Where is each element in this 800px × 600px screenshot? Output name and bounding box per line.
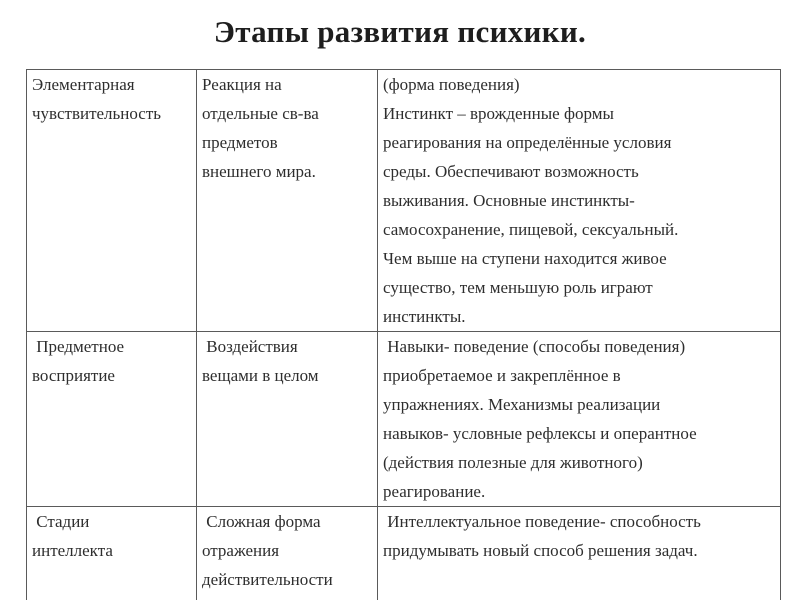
table-row: [27, 332, 781, 507]
cell-line: самосохранение, пищевой, сексуальный.: [383, 220, 679, 239]
cell-line: реагирование.: [383, 482, 486, 501]
cell-line: предметов: [202, 133, 278, 152]
behavior-cell: [378, 70, 781, 332]
cell-line: Инстинкт – врожденные формы: [383, 104, 614, 123]
stage-cell: [27, 507, 197, 600]
cell-line: Сложная форма: [202, 512, 321, 531]
cell-line: действительности: [202, 570, 333, 589]
cell-line: Предметное: [32, 337, 125, 356]
cell-line: внешнего мира.: [202, 162, 316, 181]
cell-line: Стадии: [32, 512, 90, 531]
cell-line: отдельные св-ва: [202, 104, 319, 123]
cell-line: Навыки- поведение (способы поведения): [383, 337, 686, 356]
cell-line: Интеллектуальное поведение- способность: [383, 512, 701, 531]
cell-line: приобретаемое и закреплённое в: [383, 366, 621, 385]
cell-line: чувствительность: [32, 104, 162, 123]
cell-line: навыков- условные рефлексы и оперантное: [383, 424, 697, 443]
cell-line: Воздействия: [202, 337, 298, 356]
cell-line: выживания. Основные инстинкты-: [383, 191, 635, 210]
cell-line: интеллекта: [32, 541, 113, 560]
cell-line: Элементарная: [32, 75, 135, 94]
behavior-cell: [378, 332, 781, 507]
cell-line: придумывать новый способ решения задач.: [383, 541, 698, 560]
cell-line: вещами в целом: [202, 366, 319, 385]
cell-line: упражнениях. Механизмы реализации: [383, 395, 661, 414]
reflection-cell: [197, 507, 378, 600]
table-row: [27, 507, 781, 600]
cell-line: отражения: [202, 541, 280, 560]
cell-line: среды. Обеспечивают возможность: [383, 162, 639, 181]
page-title: Этапы развития психики.: [213, 14, 587, 49]
stages-table: [26, 69, 781, 600]
behavior-cell: [378, 507, 781, 600]
cell-line: инстинкты.: [383, 307, 466, 326]
cell-line: Чем выше на ступени находится живое: [383, 249, 667, 268]
cell-line: (действия полезные для животного): [383, 453, 643, 472]
cell-line: Реакция на: [202, 75, 282, 94]
reflection-cell: [197, 332, 378, 507]
reflection-cell: [197, 70, 378, 332]
cell-line: существо, тем меньшую роль играют: [383, 278, 653, 297]
cell-line: реагирования на определённые условия: [383, 133, 672, 152]
stage-cell: [27, 332, 197, 507]
table-row: [27, 70, 781, 332]
cell-line: восприятие: [32, 366, 115, 385]
cell-line: (форма поведения): [383, 75, 520, 94]
stage-cell: [27, 70, 197, 332]
